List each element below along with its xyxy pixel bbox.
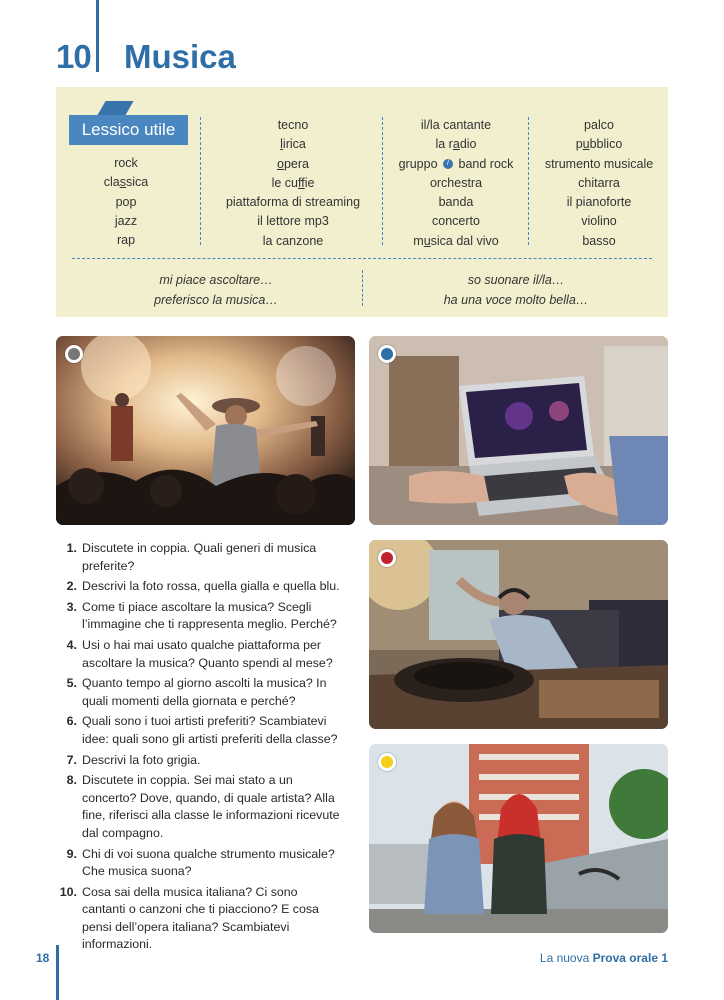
question-item: 1. Discutete in coppia. Quali generi di musica preferite? [66, 541, 317, 573]
photo-concert [56, 336, 355, 525]
phrase: so suonare il/la… [467, 273, 565, 287]
term: concerto [432, 214, 480, 229]
question-item: 9. Chi di voi suona qualche strumento musicale? Che musica suona? [66, 846, 335, 879]
term: il/la cantante [420, 118, 492, 132]
term: lirica [280, 137, 306, 152]
question-item: 8. Discutete in coppia. Sei mai stato a un concerto? Dove, quando, di quale artista? Alla fine, riferisci alla classe le informazioni ricevute dal compagno. [66, 773, 340, 840]
photo-laptop [369, 336, 668, 525]
column-divider [362, 270, 363, 306]
brand-name: Prova orale 1 [592, 951, 668, 965]
question-item: 6. Quali sono i tuoi artisti preferiti? Scambiatevi idee: quali sono gli artisti preferiti della classe? [66, 714, 338, 746]
question-list [56, 540, 342, 957]
lessico-label: Lessico utile [81, 120, 176, 139]
phrases-right [386, 270, 646, 310]
marker-blue [378, 345, 396, 363]
marker-grey [65, 345, 83, 363]
term: gruppo / band rock [398, 156, 514, 171]
page-number: 18 [36, 951, 50, 965]
question-item: 2. Descrivi la foto rossa, quella gialla e quella blu. [66, 579, 340, 594]
term: opera [277, 156, 309, 171]
column-divider [528, 117, 529, 245]
header-rule [96, 0, 99, 72]
term: la radio [435, 137, 477, 152]
question-item: 10. Cosa sai della musica italiana? Ci sono cantanti o canzoni che ti piacciono? E cosa pensi dell’opera italiana? Scambiatevi informazioni. [59, 884, 319, 952]
phrase: mi piace ascoltare… [159, 273, 273, 287]
term: tecno [277, 118, 309, 132]
phrase: ha una voce molto bella… [443, 293, 589, 307]
term: pop [115, 194, 137, 209]
term: basso [582, 233, 616, 248]
row-divider [72, 258, 652, 259]
term: palco [584, 118, 614, 132]
column-divider [200, 117, 201, 245]
phrases-left [96, 270, 336, 310]
photo-girls [369, 744, 668, 933]
lessico-col-2 [208, 116, 378, 251]
term: classica [103, 175, 149, 190]
term: rap [116, 233, 136, 248]
marker-red [378, 549, 396, 567]
phrase: preferisco la musica… [154, 293, 278, 307]
term: banda [438, 195, 474, 210]
column-divider [382, 117, 383, 245]
term: pubblico [575, 137, 623, 152]
question-item: 5. Quanto tempo al giorno ascolti la musica? In quali momenti della giornata e perché? [66, 676, 327, 708]
term: le cuffie [271, 175, 315, 190]
question-item: 3. Come ti piace ascoltare la musica? Scegli l’immagine che ti rappresenta meglio. Perché? [66, 599, 337, 632]
lessico-col-genres [76, 154, 176, 250]
footer-rule [56, 945, 59, 1000]
question-item: 7. Descrivi la foto grigia. [66, 752, 201, 767]
term: la canzone [262, 233, 324, 248]
term: jazz [114, 213, 138, 228]
term: il lettore mp3 [257, 214, 329, 229]
question-item: 4. Usi o hai mai usato qualche piattaforma per ascoltare la musica? Quanto spendi al mese? [66, 637, 333, 670]
term: musica dal vivo [413, 233, 499, 248]
term: violino [581, 214, 617, 229]
brand-prefix: La nuova [539, 951, 590, 965]
term: chitarra [578, 175, 620, 190]
term: strumento musicale [544, 156, 654, 171]
unit-number: 10 [56, 38, 91, 75]
lessico-col-4 [536, 116, 662, 251]
marker-yellow [378, 753, 396, 771]
term: orchestra [429, 175, 483, 190]
photo-relaxing [369, 540, 668, 729]
or-icon: / [443, 159, 453, 169]
page-title: Musica [124, 38, 236, 75]
lessico-box [56, 87, 668, 317]
footer-brand [540, 951, 668, 965]
term: rock [114, 156, 138, 170]
term: piattaforma di streaming [225, 195, 361, 210]
lessico-col-3 [390, 116, 522, 251]
term: il pianoforte [566, 195, 632, 210]
